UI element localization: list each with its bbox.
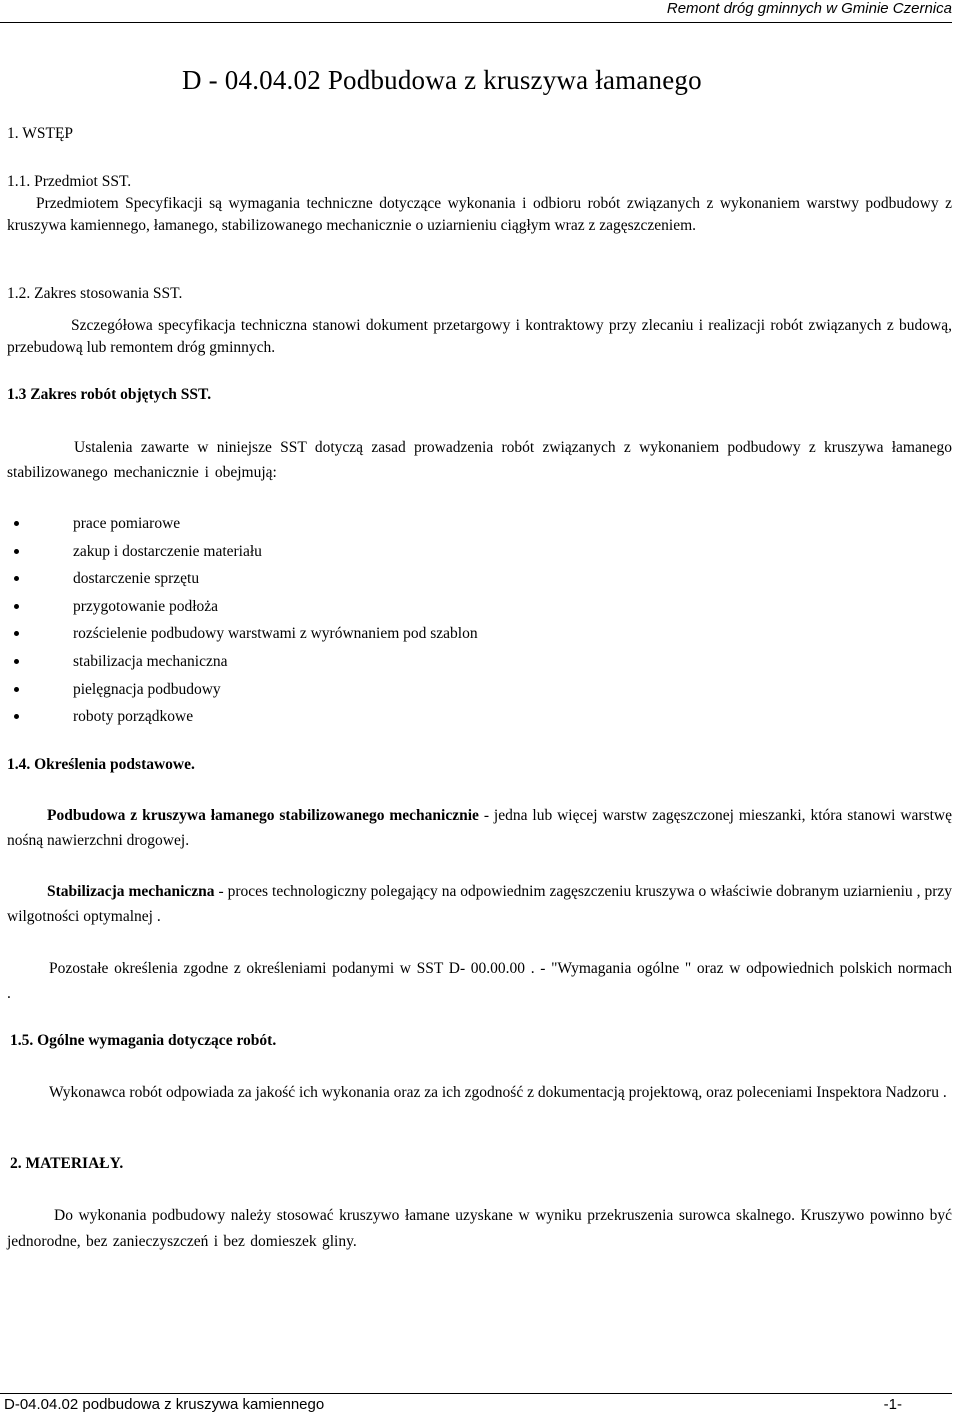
list-item: zakup i dostarczenie materiału bbox=[7, 542, 478, 570]
definition-2-text: - proces technologiczny polegający na odpowiednim zagęszczeniu kruszywa o właściwie dobranym uziarnieniu , przy wilgotności optymalnej . bbox=[7, 883, 952, 925]
section-2-text: Do wykonania podbudowy należy stosować kruszywo łamane uzyskane w wyniku przekruszenia surowca skalnego. Kruszywo powinno być jednorodne, bez zanieczyszczeń i bez domieszek gliny. bbox=[7, 1207, 952, 1250]
definition-1 bbox=[7, 803, 952, 853]
section-1-3-heading: 1.3 Zakres robót objętych SST. bbox=[7, 386, 212, 403]
list-item: rozścielenie podbudowy warstwami z wyrównaniem pod szablon bbox=[7, 624, 478, 652]
bullet-icon bbox=[14, 659, 19, 664]
header-divider bbox=[0, 22, 952, 23]
section-1-2-heading: 1.2. Zakres stosowania SST. bbox=[7, 285, 183, 302]
definition-2 bbox=[7, 879, 952, 929]
section-2-body bbox=[7, 1203, 952, 1255]
list-item: przygotowanie podłoża bbox=[7, 597, 478, 625]
footer-document-name: D-04.04.02 podbudowa z kruszywa kamiennego bbox=[4, 1396, 325, 1413]
section-1-heading: 1. WSTĘP bbox=[7, 125, 74, 142]
section-1-2-body bbox=[7, 315, 952, 359]
section-1-1-text: Przedmiotem Specyfikacji są wymagania techniczne dotyczące wykonania i odbioru robót związanych z wykonaniem warstwy podbudowy z kruszywa kamiennego, łamanego, stabilizowanego mechanicznie o uziarnieniu ciągłym wraz z zagęszczeniem. bbox=[7, 195, 952, 234]
list-item: roboty porządkowe bbox=[7, 707, 478, 735]
list-item: pielęgnacja podbudowy bbox=[7, 680, 478, 708]
section-1-3-body bbox=[7, 435, 952, 485]
bullet-icon bbox=[14, 521, 19, 526]
running-header: Remont dróg gminnych w Gminie Czernica bbox=[666, 0, 952, 17]
scope-list bbox=[7, 514, 478, 735]
list-item: stabilizacja mechaniczna bbox=[7, 652, 478, 680]
section-1-1-body bbox=[7, 193, 952, 237]
list-item: dostarczenie sprzętu bbox=[7, 569, 478, 597]
section-1-5-text: Wykonawca robót odpowiada za jakość ich wykonania oraz za ich zgodność z dokumentacją projektową, oraz poleceniami Inspektora Nadzoru . bbox=[49, 1084, 947, 1101]
section-1-1-heading: 1.1. Przedmiot SST. bbox=[7, 173, 132, 190]
bullet-icon bbox=[14, 631, 19, 636]
footer-divider bbox=[0, 1393, 952, 1394]
bullet-icon bbox=[14, 604, 19, 609]
definition-3 bbox=[7, 956, 952, 1006]
definition-1-term: Podbudowa z kruszywa łamanego stabilizowanego mechanicznie bbox=[47, 807, 479, 824]
bullet-icon bbox=[14, 576, 19, 581]
bullet-icon bbox=[14, 687, 19, 692]
section-1-5-body bbox=[7, 1080, 952, 1105]
definition-2-term: Stabilizacja mechaniczna bbox=[47, 883, 215, 900]
section-2-heading: 2. MATERIAŁY. bbox=[10, 1155, 124, 1172]
document-title: D - 04.04.02 Podbudowa z kruszywa łamanego bbox=[182, 65, 702, 95]
bullet-icon bbox=[14, 714, 19, 719]
page-number: -1- bbox=[883, 1396, 902, 1413]
running-footer bbox=[4, 1396, 902, 1413]
definition-1-text: - jedna lub więcej warstw zagęszczonej mieszanki, która stanowi warstwę nośną nawierzchni drogowej. bbox=[7, 807, 953, 849]
section-1-4-heading: 1.4. Określenia podstawowe. bbox=[7, 756, 195, 773]
section-1-5-heading: 1.5. Ogólne wymagania dotyczące robót. bbox=[10, 1032, 277, 1049]
list-item: prace pomiarowe bbox=[7, 514, 478, 542]
section-1-3-text: Ustalenia zawarte w niniejsze SST dotyczą zasad prowadzenia robót związanych z wykonaniem podbudowy z kruszywa łamanego stabilizowanego mechanicznie i obejmują: bbox=[7, 439, 952, 481]
section-1-2-text: Szczegółowa specyfikacja techniczna stanowi dokument przetargowy i kontraktowy przy zlecaniu i realizacji robót związanych z budową, przebudową lub remontem dróg gminnych. bbox=[7, 317, 952, 356]
definition-3-text: Pozostałe określenia zgodne z określeniami podanymi w SST D- 00.00.00 . - "Wymagania ogólne " oraz w odpowiednich polskich normach . bbox=[7, 960, 952, 1002]
bullet-icon bbox=[14, 549, 19, 554]
